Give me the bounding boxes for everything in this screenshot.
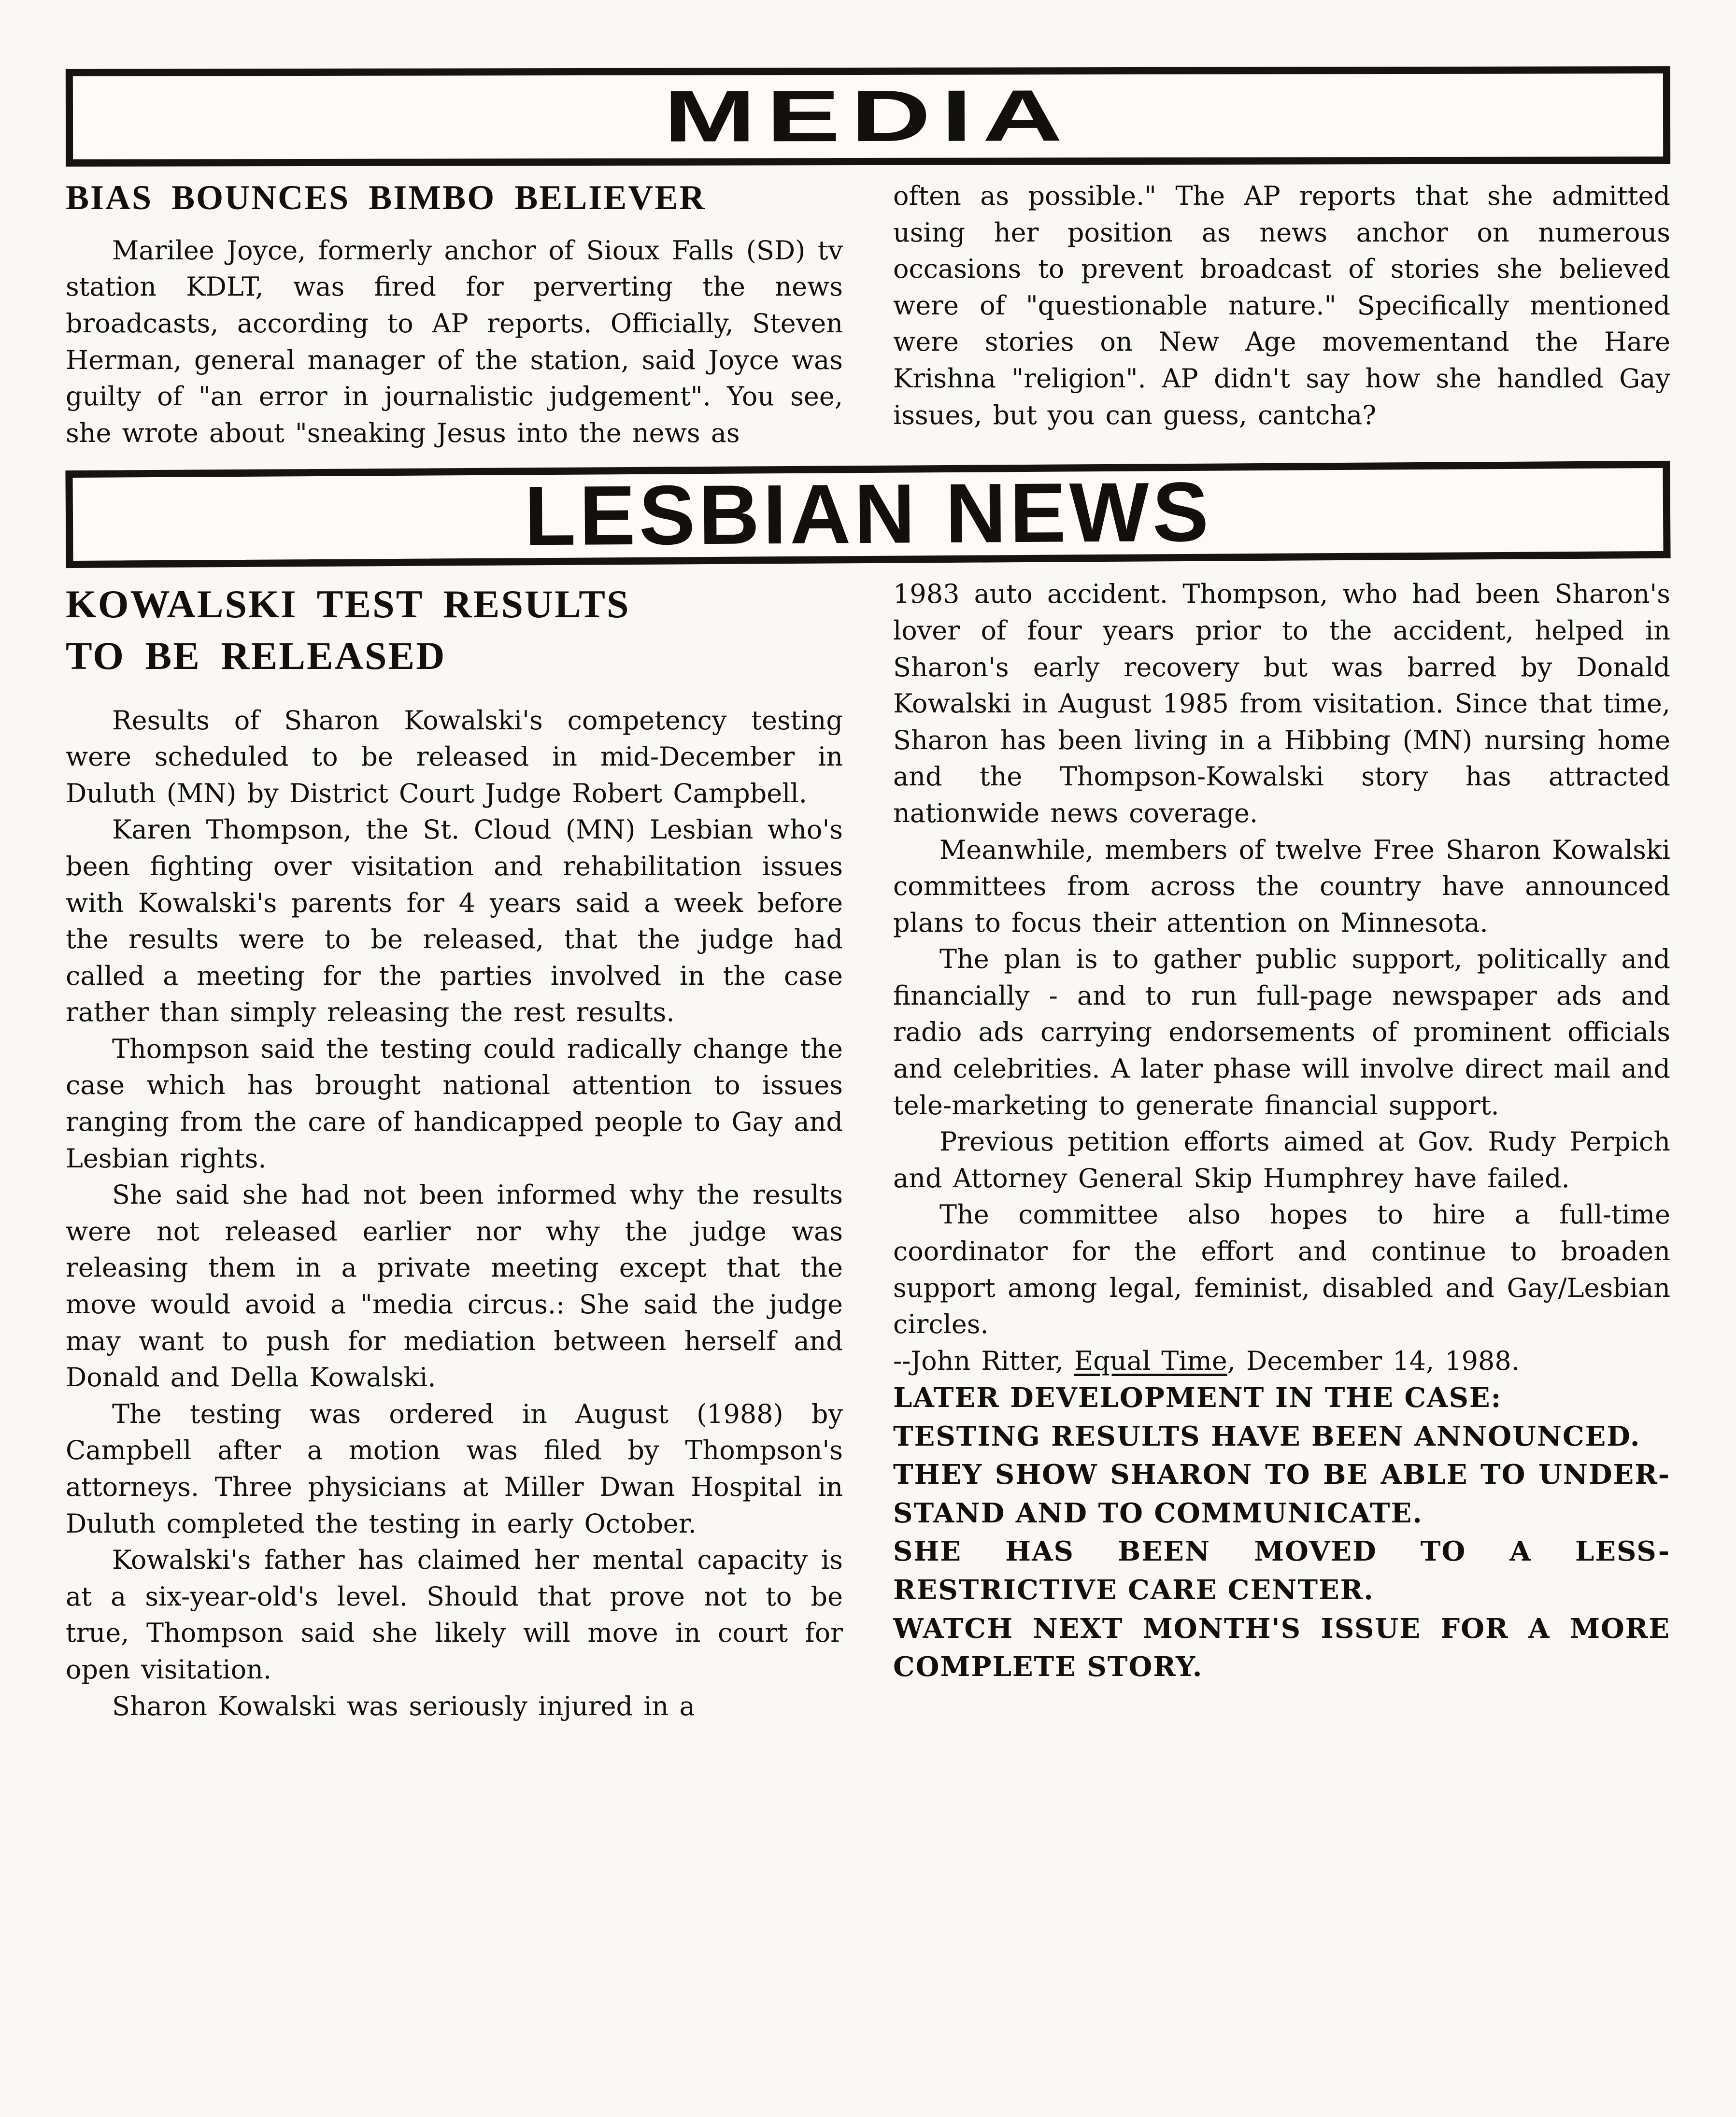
update-line: WATCH NEXT MONTH'S ISSUE FOR A MORE COMPLETE STORY.: [893, 1612, 1670, 1683]
headline-line-1: KOWALSKI TEST RESULTS: [66, 582, 630, 626]
lesbian-news-banner-title: LESBIAN NEWS: [524, 465, 1212, 564]
kowalski-article-headline: [66, 579, 843, 682]
media-article-headline: BIAS BOUNCES BIMBO BELIEVER: [66, 178, 706, 217]
media-article: [66, 178, 1670, 451]
attribution: [893, 1343, 1670, 1379]
paragraph: The plan is to gather public support, politically and financially - and to run full-page newspaper ads and radio ads carrying endorsements of prominent officials and celebrities. A later phase will involve direct mail and tele-marketing to generate financial support.: [893, 944, 1670, 1121]
kowalski-article-column-right: [893, 576, 1670, 1724]
paragraph: The testing was ordered in August (1988) by Campbell after a motion was filed by Thompson's attorneys. Three physicians at Miller Dwan Hospital in Duluth completed the testing in early October.: [66, 1398, 843, 1539]
paragraph: often as possible." The AP reports that she admitted using her position as news anchor on numerous occasions to prevent broadcast of stories she believed were of "questionable nature." Specifically mentioned were stories on New Age movementand the Hare Krishna "religion". AP didn't say how she handled Gay issues, but you can guess, cantcha?: [893, 181, 1670, 430]
attribution-prefix: --John Ritter,: [893, 1345, 1074, 1376]
media-article-column-left: [66, 178, 843, 451]
update-line: TESTING RESULTS HAVE BEEN ANNOUNCED.: [893, 1420, 1641, 1452]
paragraph: Kowalski's father has claimed her mental capacity is at a six-year-old's level. Should that prove not to be true, Thompson said she likely will move in court for open visitation.: [66, 1545, 843, 1685]
update-line: SHE HAS BEEN MOVED TO A LESS-RESTRICTIVE CARE CENTER.: [893, 1535, 1670, 1606]
update-line: LATER DEVELOPMENT IN THE CASE:: [893, 1382, 1502, 1414]
kowalski-article: [66, 576, 1670, 1724]
attribution-suffix: , December 14, 1988.: [1227, 1345, 1520, 1376]
paragraph: Thompson said the testing could radically change the case which has brought national attention to issues ranging from the care of handicapped people to Gay and Lesbian rights.: [66, 1033, 843, 1174]
media-section-banner: [66, 66, 1670, 167]
paragraph: Meanwhile, members of twelve Free Sharon Kowalski committees from across the country have announced plans to focus their attention on Minnesota.: [893, 834, 1670, 938]
paragraph: Previous petition efforts aimed at Gov. Rudy Perpich and Attorney General Skip Humphrey have failed.: [893, 1126, 1670, 1193]
paragraph: 1983 auto accident. Thompson, who had been Sharon's lover of four years prior to the accident, helped in Sharon's early recovery but was barred by Donald Kowalski in August 1985 from visitation. Since that time, Sharon has been living in a Hibbing (MN) nursing home and the Thompson-Kowalski story has attracted nationwide news coverage.: [893, 579, 1670, 828]
paragraph: Marilee Joyce, formerly anchor of Sioux Falls (SD) tv station KDLT, was fired for perverting the news broadcasts, according to AP reports. Officially, Steven Herman, general manager of the station, said Joyce was guilty of "an error in journalistic judgement". You see, she wrote about "sneaking Jesus into the news as: [66, 235, 843, 448]
attribution-source: Equal Time: [1074, 1345, 1227, 1376]
paragraph: Karen Thompson, the St. Cloud (MN) Lesbian who's been fighting over visitation and rehabilitation issues with Kowalski's parents for 4 years said a week before the results were to be released, that the judge had called a meeting for the parties involved in the case rather than simply releasing the rest results.: [66, 814, 843, 1028]
paragraph: The committee also hopes to hire a full-time coordinator for the effort and continue to broaden support among legal, feminist, disabled and Gay/Lesbian circles.: [893, 1199, 1670, 1340]
later-development-block: [893, 1379, 1670, 1686]
media-article-column-right: [893, 178, 1670, 451]
lesbian-news-section-banner: [65, 461, 1670, 568]
kowalski-article-column-left: [66, 576, 843, 1724]
paragraph: Sharon Kowalski was seriously injured in a: [112, 1691, 695, 1721]
headline-line-2: TO BE RELEASED: [66, 633, 446, 678]
paragraph: Results of Sharon Kowalski's competency testing were scheduled to be released in mid-December in Duluth (MN) by District Court Judge Robert Campbell.: [66, 705, 843, 809]
update-line: THEY SHOW SHARON TO BE ABLE TO UNDER-STAND AND TO COMMUNICATE.: [893, 1459, 1670, 1529]
paragraph: She said she had not been informed why the results were not released earlier nor why the judge was releasing them in a private meeting except that the move would avoid a "media circus.: She said the judge may want to push for mediation between herself and Donald and Della Kowalski.: [66, 1179, 843, 1393]
media-banner-title: MEDIA: [663, 75, 1073, 157]
